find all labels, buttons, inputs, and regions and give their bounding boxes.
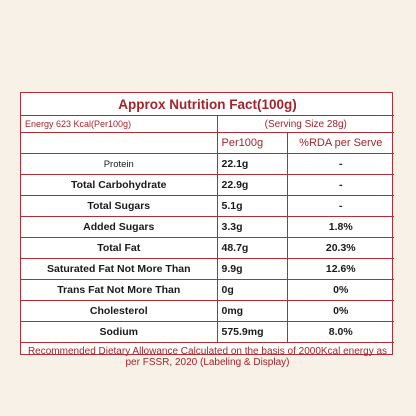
nutrient-name: Protein	[21, 154, 217, 175]
table-row	[21, 280, 394, 301]
nutrient-rda: -	[287, 196, 394, 217]
nutrient-name: Total Sugars	[21, 196, 217, 217]
nutrient-per100g: 22.9g	[217, 175, 287, 196]
header-blank	[21, 133, 217, 154]
nutrient-rda: 0%	[287, 280, 394, 301]
nutrient-name: Added Sugars	[21, 217, 217, 238]
nutrient-per100g: 3.3g	[217, 217, 287, 238]
subheader-row	[21, 116, 394, 133]
nutrient-per100g: 22.1g	[217, 154, 287, 175]
nutrient-per100g: 48.7g	[217, 238, 287, 259]
nutrient-per100g: 575.9mg	[217, 322, 287, 343]
nutrient-name: Total Carbohydrate	[21, 175, 217, 196]
table-row	[21, 175, 394, 196]
header-rda: %RDA per Serve	[287, 133, 394, 154]
nutrient-name: Sodium	[21, 322, 217, 343]
table-row	[21, 154, 394, 175]
table-row	[21, 322, 394, 343]
column-header-row	[21, 133, 394, 154]
energy-label: Energy 623 Kcal(Per100g)	[21, 116, 217, 133]
nutrient-rda: -	[287, 175, 394, 196]
table-row	[21, 196, 394, 217]
nutrition-title: Approx Nutrition Fact(100g)	[21, 93, 394, 116]
serving-size-label: (Serving Size 28g)	[217, 116, 394, 133]
nutrient-rda: 0%	[287, 301, 394, 322]
table-row	[21, 217, 394, 238]
header-per100g: Per100g	[217, 133, 287, 154]
nutrition-table	[21, 93, 394, 371]
nutrient-per100g: 0mg	[217, 301, 287, 322]
footer-row	[21, 343, 394, 372]
nutrient-rda: -	[287, 154, 394, 175]
nutrient-name: Cholesterol	[21, 301, 217, 322]
nutrient-per100g: 5.1g	[217, 196, 287, 217]
nutrient-name: Trans Fat Not More Than	[21, 280, 217, 301]
table-row	[21, 301, 394, 322]
nutrient-name: Saturated Fat Not More Than	[21, 259, 217, 280]
nutrient-rda: 20.3%	[287, 238, 394, 259]
nutrition-facts-panel	[20, 92, 393, 368]
nutrient-rda: 1.8%	[287, 217, 394, 238]
nutrient-rda: 12.6%	[287, 259, 394, 280]
nutrient-name: Total Fat	[21, 238, 217, 259]
title-row	[21, 93, 394, 116]
rda-footnote: Recommended Dietary Allowance Calculated on the basis of 2000Kcal energy as per FSSR, 2020 (Labeling & Display)	[21, 343, 394, 372]
table-row	[21, 259, 394, 280]
nutrient-per100g: 9.9g	[217, 259, 287, 280]
nutrient-per100g: 0g	[217, 280, 287, 301]
table-row	[21, 238, 394, 259]
nutrient-rda: 8.0%	[287, 322, 394, 343]
